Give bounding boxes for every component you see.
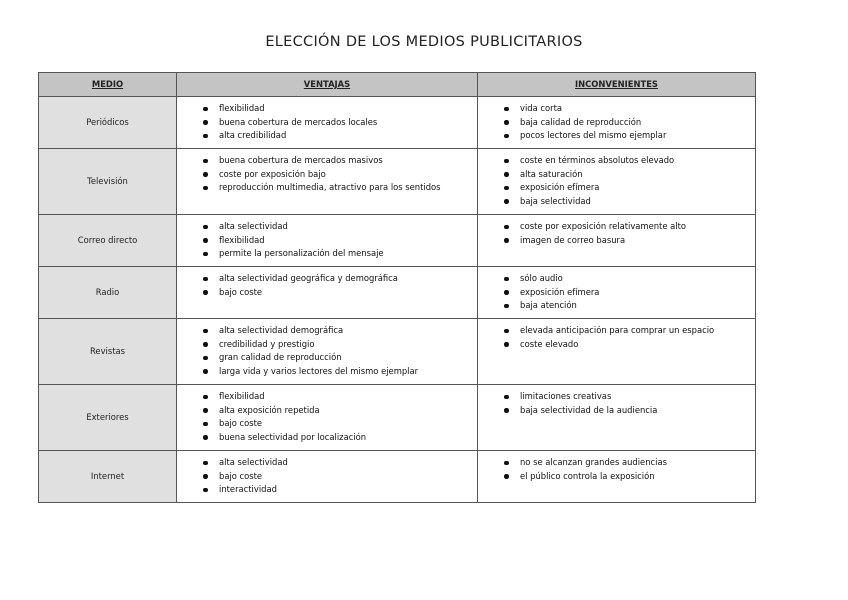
ventajas-cell [177,319,478,385]
list-item: alta selectividad geográfica y demográfica [203,272,473,286]
table-row [39,149,756,215]
list-item: alta credibilidad [203,129,473,143]
list-item: buena cobertura de mercados masivos [203,154,473,168]
inconvenientes-cell [478,451,756,503]
list-item: sólo audio [504,272,751,286]
medio-cell: Correo directo [39,215,177,267]
table-header [39,73,756,97]
medio-cell: Televisión [39,149,177,215]
list-item: imagen de correo basura [504,234,751,248]
list-item: buena selectividad por localización [203,431,473,445]
list-item: bajo coste [203,417,473,431]
list-item: alta saturación [504,168,751,182]
inconvenientes-list [504,154,751,208]
list-item: baja selectividad [504,195,751,209]
inconvenientes-cell [478,267,756,319]
medio-cell: Revistas [39,319,177,385]
list-item: elevada anticipación para comprar un espacio [504,324,751,338]
ventajas-cell [177,385,478,451]
table-body [39,97,756,503]
inconvenientes-cell [478,319,756,385]
table-row [39,319,756,385]
inconvenientes-cell [478,215,756,267]
ventajas-list [203,390,473,444]
inconvenientes-list [504,220,751,247]
ventajas-cell [177,149,478,215]
list-item: coste en términos absolutos elevado [504,154,751,168]
list-item: baja atención [504,299,751,313]
table-row [39,215,756,267]
list-item: alta selectividad [203,220,473,234]
ventajas-list [203,324,473,378]
list-item: exposición efímera [504,286,751,300]
list-item: exposición efímera [504,181,751,195]
table-row [39,451,756,503]
list-item: no se alcanzan grandes audiencias [504,456,751,470]
list-item: coste elevado [504,338,751,352]
list-item: interactividad [203,483,473,497]
list-item: credibilidad y prestigio [203,338,473,352]
inconvenientes-cell [478,385,756,451]
list-item: baja selectividad de la audiencia [504,404,751,418]
inconvenientes-cell [478,97,756,149]
ventajas-cell [177,267,478,319]
list-item: vida corta [504,102,751,116]
list-item: buena cobertura de mercados locales [203,116,473,130]
list-item: flexibilidad [203,102,473,116]
media-table [38,72,756,503]
ventajas-cell [177,451,478,503]
table-row [39,267,756,319]
ventajas-cell [177,215,478,267]
list-item: alta selectividad [203,456,473,470]
list-item: coste por exposición relativamente alto [504,220,751,234]
ventajas-list [203,102,473,143]
list-item: el público controla la exposición [504,470,751,484]
list-item: larga vida y varios lectores del mismo ejemplar [203,365,473,379]
inconvenientes-list [504,324,751,351]
ventajas-list [203,220,473,261]
list-item: alta selectividad demográfica [203,324,473,338]
list-item: permite la personalización del mensaje [203,247,473,261]
list-item: reproducción multimedia, atractivo para los sentidos [203,181,473,195]
header-medio: MEDIO [39,73,177,97]
header-ventajas: VENTAJAS [177,73,478,97]
list-item: coste por exposición bajo [203,168,473,182]
list-item: bajo coste [203,286,473,300]
medio-cell: Radio [39,267,177,319]
list-item: flexibilidad [203,234,473,248]
inconvenientes-list [504,272,751,313]
medio-cell: Periódicos [39,97,177,149]
header-row [39,73,756,97]
medio-cell: Exteriores [39,385,177,451]
inconvenientes-list [504,456,751,483]
ventajas-list [203,154,473,195]
inconvenientes-list [504,390,751,417]
ventajas-list [203,456,473,497]
list-item: baja calidad de reproducción [504,116,751,130]
ventajas-list [203,272,473,299]
inconvenientes-list [504,102,751,143]
list-item: gran calidad de reproducción [203,351,473,365]
table-row [39,385,756,451]
table-row [39,97,756,149]
inconvenientes-cell [478,149,756,215]
page-title: ELECCIÓN DE LOS MEDIOS PUBLICITARIOS [265,34,583,50]
ventajas-cell [177,97,478,149]
list-item: limitaciones creativas [504,390,751,404]
list-item: pocos lectores del mismo ejemplar [504,129,751,143]
list-item: flexibilidad [203,390,473,404]
medio-cell: Internet [39,451,177,503]
list-item: alta exposición repetida [203,404,473,418]
list-item: bajo coste [203,470,473,484]
header-inconvenientes: INCONVENIENTES [478,73,756,97]
